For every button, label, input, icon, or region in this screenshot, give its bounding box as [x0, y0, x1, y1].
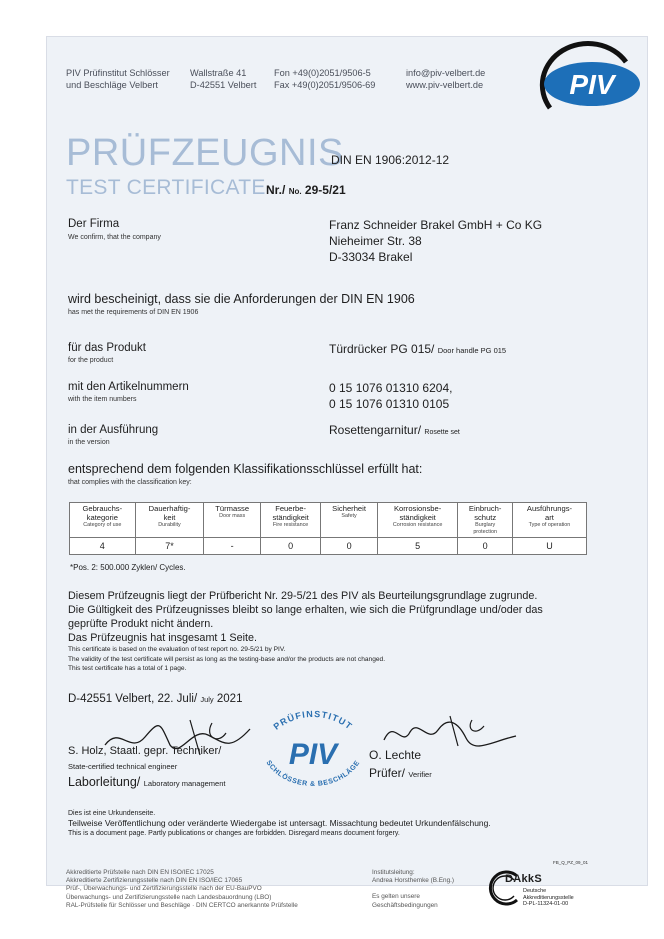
version-value [329, 422, 460, 441]
footer-management: Institutsleitung: Andrea Horsthemke (B.Eng.) Es gelten unsere Geschäftsbedingungen [372, 869, 455, 909]
right-role-de: Prüfer/ [369, 766, 406, 780]
standard-label: DIN EN 1906:2012-12 [331, 153, 450, 167]
footnote: *Pos. 2: 500.000 Zyklen/ Cycles. [70, 563, 186, 572]
classification-value-row [70, 538, 587, 555]
signature-left-icon [100, 715, 260, 765]
column-header: Dauerhaftig- keit Durability [135, 503, 204, 538]
company-street: Nieheimer Str. 38 [329, 234, 422, 248]
stamp-bottom-text: SCHLÖSSER & BESCHLÄGE [264, 759, 362, 788]
basis-de-line: Diesem Prüfzeugnis liegt der Prüfbericht Nr. 29-5/21 des PIV als Beurteilungsgrundlage zugrunde. [68, 590, 538, 602]
basis-de-line: Die Gültigkeit des Prüfzeugnisses bleibt so lange erhalten, wie sich die Prüfgrundlage und/oder das [68, 604, 543, 616]
table-cell: U [512, 538, 586, 555]
company-city: D-33034 Brakel [329, 250, 413, 264]
articles-label-en: with the item numbers [68, 396, 137, 403]
header-contact [406, 67, 485, 91]
column-header: Türmasse Door mass [204, 503, 260, 538]
company-label-en: We confirm, that the company [68, 234, 161, 241]
title-en: TEST CERTIFICATE [66, 176, 266, 199]
left-role-de: Laborleitung/ [68, 775, 141, 789]
notice-line: Dies ist eine Urkundenseite. [68, 810, 156, 817]
dakks-form-code: FB_Q_PZ_09_01 [553, 860, 589, 865]
classification-table [69, 502, 587, 555]
column-header: Korrosionsbe- ständigkeit Corrosion resistance [377, 503, 458, 538]
product-value [329, 341, 506, 359]
column-header: Ausführungs- art Type of operation [512, 503, 586, 538]
right-role-en: Verifier [408, 770, 432, 779]
articles-label-de: mit den Artikelnummern [68, 381, 189, 393]
basis-en-line: This certificate is based on the evaluation of test report no. 29-5/21 by PIV. [68, 646, 286, 653]
left-signatory-title: State-certified technical engineer [68, 762, 178, 771]
statement-de: wird bescheinigt, dass sie die Anforderungen der DIN EN 1906 [68, 292, 415, 306]
piv-logo-text: PIV [569, 69, 615, 100]
version-value-en: Rosette set [424, 429, 460, 436]
article-number-1: 0 15 1076 01310 6204, [329, 381, 453, 395]
column-header: Feuerbe- ständigkeit Fire resistance [260, 503, 320, 538]
article-number-2: 0 15 1076 01310 0105 [329, 397, 450, 411]
classification-heading-de: entsprechend dem folgenden Klassifikationsschlüssel erfüllt hat: [68, 462, 423, 476]
website-link[interactable]: www.piv-velbert.de [406, 80, 484, 90]
left-signatory-name: S. Holz, Staatl. gepr. Techniker/ [68, 745, 222, 757]
stamp-logo-text: PIV [288, 738, 338, 771]
email-link[interactable]: info@piv-velbert.de [406, 68, 486, 78]
header-org [66, 67, 170, 91]
notice-line: This is a document page. Partly publications or changes are forbidden. Disregard means document forgery. [68, 830, 400, 837]
table-cell: - [204, 538, 260, 555]
org-line-2: und Beschläge Velbert [66, 80, 158, 90]
company-label-de: Der Firma [68, 218, 120, 230]
dakks-text: Deutsche Akkreditierungsstelle D-PL-11324-01-00 [523, 888, 574, 907]
basis-de-line: Das Prüfzeugnis hat insgesamt 1 Seite. [68, 632, 258, 644]
version-label-en: in the version [68, 439, 110, 446]
table-cell: 4 [70, 538, 136, 555]
notice-line: Teilweise Veröffentlichung oder veränderte Wiedergabe ist untersagt. Missachtung bedeutet Urkundenfälschung. [68, 818, 491, 828]
left-role-en: Laboratory management [143, 779, 226, 788]
table-cell: 0 [260, 538, 320, 555]
phone-line: Fon +49(0)2051/9506-5 [274, 68, 371, 78]
basis-de-line: geprüfte Produkt nicht ändern. [68, 618, 214, 630]
address-line-1: Wallstraße 41 [190, 68, 247, 78]
table-cell: 0 [321, 538, 378, 555]
right-signatory-role [369, 766, 432, 780]
fax-line: Fax +49(0)2051/9506-69 [274, 80, 376, 90]
column-header: Gebrauchs- kategorie Category of use [70, 503, 136, 538]
company-block [329, 217, 542, 265]
header-address [190, 67, 256, 91]
company-name: Franz Schneider Brakel GmbH + Co KG [329, 218, 543, 232]
left-signatory-role [68, 775, 225, 789]
no-label: No. [288, 187, 302, 196]
classification-header-row [70, 503, 587, 538]
number-value: 29-5/21 [304, 183, 346, 197]
date-year: 2021 [216, 693, 243, 705]
certificate-number [266, 183, 346, 197]
piv-stamp [250, 702, 376, 802]
org-line-1: PIV Prüfinstitut Schlösser [66, 68, 170, 78]
basis-en-line: This test certificate has a total of 1 page. [68, 665, 187, 672]
footer-accreditation: Akkreditierte Prüfstelle nach DIN EN ISO/IEC 17025 Akkreditierte Zertifizierungsstelle nach DIN EN ISO/IEC 17065 Prüf-, Überwachungs- und Zertifizierungsstelle nach der EU-BauPVO Überwachungs- und Zertifizierungsstelle nach Landesbauordnung (LBO) RAL-Prüfstelle für Schlösser und Beschläge · DIN CERTCO anerkannte Prüfstelle [66, 869, 298, 909]
nr-label: Nr./ [266, 183, 286, 197]
date-de: D-42551 Velbert, 22. Juli/ [68, 693, 198, 705]
right-signatory-name: O. Lechte [369, 748, 422, 762]
basis-en [68, 645, 608, 674]
stamp-top-text: PRÜFINSTITUT [271, 708, 355, 732]
date-month-en: July [200, 695, 214, 704]
classification-heading-en: that complies with the classification key: [68, 479, 192, 486]
signature-right-icon [380, 712, 520, 752]
table-cell: 7* [135, 538, 204, 555]
product-label-en: for the product [68, 357, 114, 364]
version-label-de: in der Ausführung [68, 424, 159, 436]
issue-date [68, 693, 242, 705]
dakks-name: DAkkS [505, 873, 542, 885]
table-cell: 0 [458, 538, 513, 555]
articles-values [329, 380, 452, 412]
address-line-2: D-42551 Velbert [190, 80, 257, 90]
piv-logo [530, 36, 646, 126]
title-de: PRÜFZEUGNIS [66, 132, 344, 174]
basis-de [68, 589, 608, 645]
document-notice [68, 809, 491, 838]
column-header: Sicherheit Safety [321, 503, 378, 538]
basis-en-line: The validity of the test certificate will persist as long as the testing-base and/or the products are not changed. [68, 655, 386, 663]
table-cell: 5 [377, 538, 458, 555]
version-value-de: Rosettengarnitur/ [329, 423, 422, 437]
product-label-de: für das Produkt [68, 342, 146, 354]
column-header: Einbruch- schutz Burglary protection [458, 503, 513, 538]
header-phone [274, 67, 375, 91]
product-value-en: Door handle PG 015 [437, 346, 507, 355]
product-value-de: Türdrücker PG 015/ [329, 342, 435, 356]
statement-en: has met the requirements of DIN EN 1906 [68, 309, 199, 316]
